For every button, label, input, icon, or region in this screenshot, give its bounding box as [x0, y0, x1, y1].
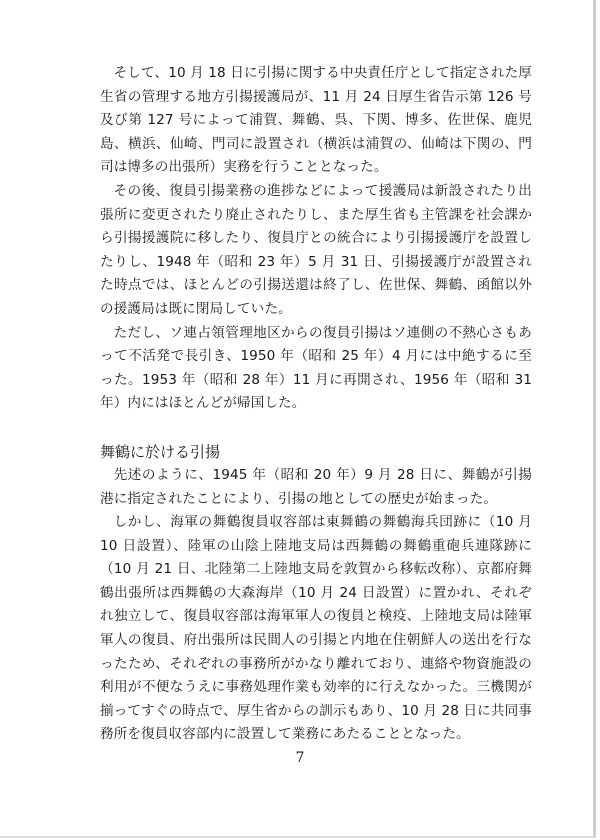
- page-number: 7: [295, 750, 305, 766]
- paragraph: そして、10 月 18 日に引揚に関する中央責任庁として指定された厚生省の管理する地方引揚援護局が、11 月 24 日厚生省告示第 126 号及び第 127 号によって浦賀、舞鶴、呉、下関、博多、佐世保、鹿児島、横浜、仙崎、門司に設置され（横浜は浦賀の、仙崎は下関の、門司は博多の出張所）実務を行うこととなった。: [100, 65, 532, 176]
- paragraph: ただし、ソ連占領管理地区からの復員引揚はソ連側の不熱心さもあって不活発で長引き、1950 年（昭和 25 年）4 月には中絶するに至った。1953 年（昭和 28 年）11 月に再開され、1956 年（昭和 31 年）内にはほとんどが帰国した。: [100, 324, 532, 412]
- section-heading: 舞鶴に於ける引揚: [100, 442, 221, 461]
- document-body: [100, 62, 532, 747]
- paragraph: 先述のように、1945 年（昭和 20 年）9 月 28 日に、舞鶴が引揚港に指定されたことにより、引揚の地としての歴史が始まった。: [100, 466, 532, 507]
- paragraph: その後、復員引揚業務の進捗などによって援護局は新設されたり出張所に変更されたり廃止されたりし、また厚生省も主管課を社会課から引揚援護院に移したり、復員庁との統合により引揚援護庁を設置したりし、1948 年（昭和 23 年）5 月 31 日、引揚援護庁が設置された時点では、ほとんどの引揚送還は終了し、佐世保、舞鶴、函館以外の援護局は既に閉局していた。: [100, 182, 532, 317]
- paragraph: しかし、海軍の舞鶴復員収容部は東舞鶴の舞鶴海兵団跡に（10 月 10 日設置）、陸軍の山陰上陸地支局は西舞鶴の舞鶴重砲兵連隊跡に（10 月 21 日、北陸第二上陸地支局を敦賀から移転改称）、京都府舞鶴出張所は西舞鶴の大森海岸（10 月 24 日設置）に置かれ、それぞれ独立して、復員収容部は海軍軍人の復員と検疫、上陸地支局は陸軍軍人の復員、府出張所は民間人の引揚と内地在住朝鮮人の送出を行なったため、それぞれの事務所がかなり離れており、連絡や物資施設の利用が不便なうえに事務処理作業も効率的に行えなかった。三機関が揃ってすぐの時点で、厚生省からの訓示もあり、10 月 28 日に共同事務所を復員収容部内に設置して業務にあたることとなった。: [100, 514, 532, 743]
